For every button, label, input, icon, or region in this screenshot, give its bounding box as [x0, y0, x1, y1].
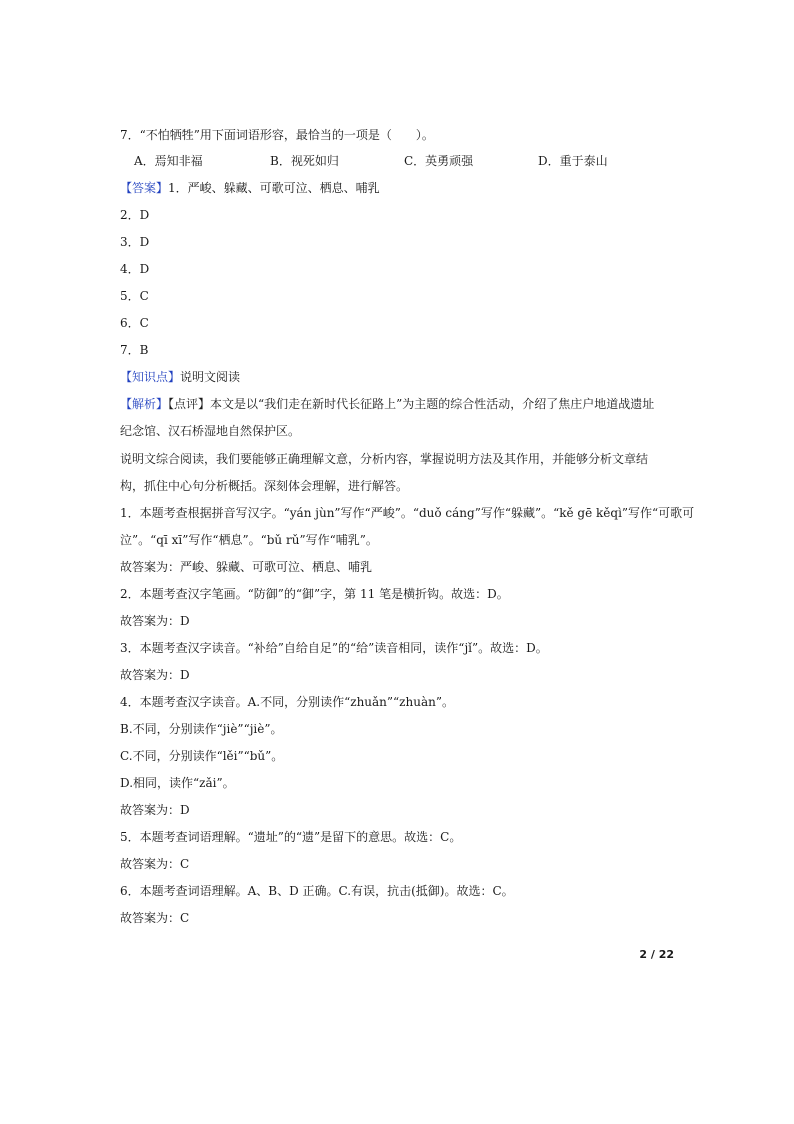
option-c: C．英勇顽强: [404, 154, 474, 168]
answer-item: 5．C: [120, 289, 149, 303]
knowledge-point: [120, 369, 680, 385]
analysis-line: 说明文综合阅读，我们要能够正确理解文意，分析内容，掌握说明方法及其作用，并能够分析文章结: [120, 452, 649, 466]
answer-1: 1．严峻、躲藏、可歌可泣、栖息、哺乳: [168, 181, 380, 195]
question-7-stem: 7．“不怕牺牲”用下面词语形容，最恰当的一项是（ ）。: [120, 128, 434, 142]
knowledge-text: 说明文阅读: [180, 370, 241, 384]
analysis-tag: 【解析】: [120, 397, 169, 411]
knowledge-tag: 【知识点】: [120, 370, 181, 384]
option-b: B．视死如归: [270, 154, 339, 168]
page-number: 2 / 22: [639, 948, 674, 961]
analysis-line: 故答案为：C: [120, 857, 190, 871]
analysis-line: 泣”。“qī xī”写作“栖息”。“bǔ rǔ”写作“哺乳”。: [120, 533, 378, 547]
analysis-line: 故答案为：D: [120, 668, 190, 682]
analysis-line: 纪念馆、汉石桥湿地自然保护区。: [120, 424, 301, 438]
analysis-line: 故答案为：D: [120, 614, 190, 628]
answer-item: 4．D: [120, 262, 150, 276]
option-d: D．重于泰山: [538, 154, 608, 168]
answer-tag: 【答案】: [120, 181, 169, 195]
analysis-line: B.不同，分别读作“jiè”“jiè”。: [120, 722, 283, 736]
analysis-line: 构，抓住中心句分析概括。深刻体会理解，进行解答。: [120, 479, 409, 493]
analysis-line: 故答案为：严峻、躲藏、可歌可泣、栖息、哺乳: [120, 560, 373, 574]
answer-item: 7．B: [120, 343, 149, 357]
option-a: A．焉知非福: [134, 154, 203, 168]
analysis-line: 3．本题考查汉字读音。“补给”自给自足”的“给”读音相同，读作“jǐ”。故选：D。: [120, 641, 548, 655]
analysis-line: 故答案为：C: [120, 911, 190, 925]
answer-item: 6．C: [120, 316, 149, 330]
analysis-line: D.相同，读作“zǎi”。: [120, 776, 235, 790]
analysis-line: 5．本题考查词语理解。“遗址”的“遗”是留下的意思。故选：C。: [120, 830, 462, 844]
answer-line-1: [120, 180, 680, 196]
question-7-options: [120, 153, 680, 169]
analysis-line: [120, 396, 680, 412]
answer-item: 3．D: [120, 235, 150, 249]
answer-item: 2．D: [120, 208, 150, 222]
analysis-line: 4．本题考查汉字读音。A.不同，分别读作“zhuǎn”“zhuàn”。: [120, 695, 454, 709]
analysis-line: 故答案为：D: [120, 803, 190, 817]
analysis-text: 【点评】本文是以“我们走在新时代长征路上”为主题的综合性活动，介绍了焦庄户地道战遗址: [168, 397, 655, 411]
analysis-line: 6．本题考查词语理解。A、B、D 正确。C.有误，抗击(抵御)。故选：C。: [120, 884, 514, 898]
analysis-line: 1．本题考查根据拼音写汉字。“yán jùn”写作“严峻”。“duǒ cáng”写作“躲藏”。“kě gē kěqì”写作“可歌可: [120, 506, 695, 520]
analysis-line: C.不同，分别读作“lěi”“bǔ”。: [120, 749, 284, 763]
analysis-line: 2．本题考查汉字笔画。“防御”的“御”字，第 11 笔是横折钩。故选：D。: [120, 587, 509, 601]
